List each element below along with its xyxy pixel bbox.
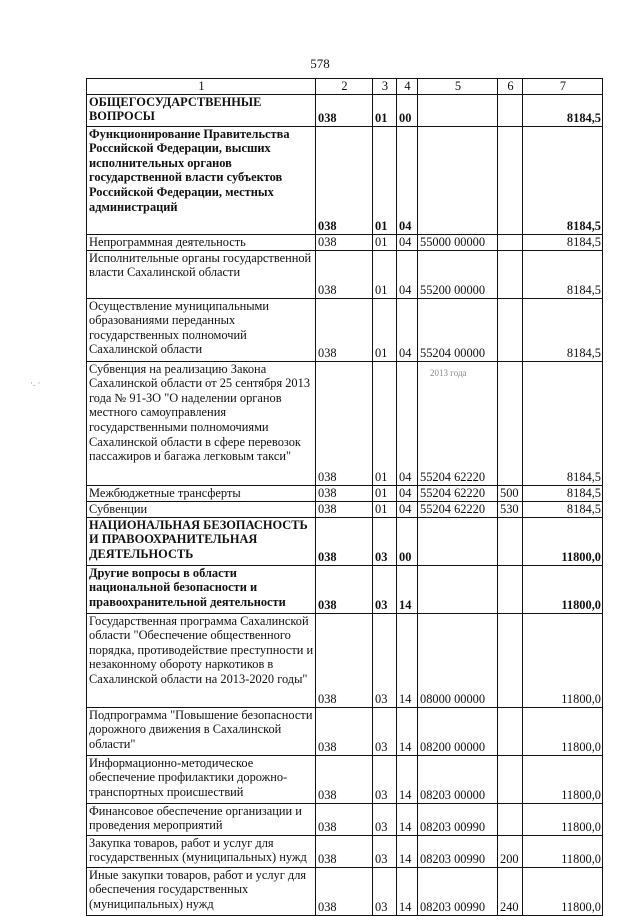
section-code: 01 [373, 234, 397, 250]
column-header: 7 [523, 79, 603, 95]
section-code: 01 [373, 501, 397, 517]
ved-code: 038 [316, 867, 373, 915]
subsection-code: 04 [397, 485, 418, 501]
row-name: Исполнительные органы государственной власти Сахалинской области [87, 250, 316, 298]
expense-type-code [498, 94, 523, 126]
ved-code: 038 [316, 485, 373, 501]
ved-code: 038 [316, 835, 373, 867]
amount: 8184,5 [523, 501, 603, 517]
subsection-code: 04 [397, 234, 418, 250]
table-row [87, 755, 603, 803]
subsection-code: 14 [397, 835, 418, 867]
row-name: Непрограммная деятельность [87, 234, 316, 250]
ved-code: 038 [316, 517, 373, 565]
page-number: 578 [310, 56, 330, 71]
column-header: 2 [316, 79, 373, 95]
section-code: 01 [373, 94, 397, 126]
table-row [87, 361, 603, 485]
amount: 11800,0 [523, 835, 603, 867]
ved-code: 038 [316, 250, 373, 298]
expense-type-code: 240 [498, 867, 523, 915]
target-article-code: 55204 62220 [418, 501, 498, 517]
target-article-code: 08203 00000 [418, 755, 498, 803]
target-article-code: 55204 62220 [418, 485, 498, 501]
expense-type-code [498, 250, 523, 298]
amount: 11800,0 [523, 565, 603, 613]
amount: 11800,0 [523, 755, 603, 803]
ved-code: 038 [316, 298, 373, 361]
subsection-code: 14 [397, 755, 418, 803]
section-code: 01 [373, 298, 397, 361]
table-row [87, 835, 603, 867]
row-name: ОБЩЕГОСУДАРСТВЕННЫЕ ВОПРОСЫ [87, 94, 316, 126]
expense-type-code [498, 707, 523, 755]
column-header: 4 [397, 79, 418, 95]
column-header: 3 [373, 79, 397, 95]
section-code: 01 [373, 250, 397, 298]
table-row [87, 565, 603, 613]
expense-type-code [498, 803, 523, 835]
ved-code: 038 [316, 234, 373, 250]
subsection-code: 04 [397, 250, 418, 298]
target-article-code: 08203 00990 [418, 835, 498, 867]
expense-type-code: 200 [498, 835, 523, 867]
row-name: Финансовое обеспечение организации и проведения мероприятий [87, 803, 316, 835]
amount: 11800,0 [523, 707, 603, 755]
target-article-code [418, 94, 498, 126]
amount: 8184,5 [523, 250, 603, 298]
section-code: 03 [373, 803, 397, 835]
bleed-through-text: 2013 года [430, 368, 467, 378]
section-code: 03 [373, 707, 397, 755]
amount: 11800,0 [523, 517, 603, 565]
expense-type-code: 530 [498, 501, 523, 517]
expense-type-code [498, 361, 523, 485]
subsection-code: 14 [397, 565, 418, 613]
target-article-code [418, 517, 498, 565]
expense-type-code [498, 565, 523, 613]
section-code: 01 [373, 361, 397, 485]
ved-code: 038 [316, 361, 373, 485]
section-code: 01 [373, 126, 397, 234]
section-code: 03 [373, 835, 397, 867]
table-row [87, 501, 603, 517]
subsection-code: 04 [397, 501, 418, 517]
table-row [87, 803, 603, 835]
subsection-code: 14 [397, 613, 418, 707]
section-code: 01 [373, 485, 397, 501]
section-code: 03 [373, 565, 397, 613]
subsection-code: 14 [397, 867, 418, 915]
section-code: 03 [373, 613, 397, 707]
subsection-code: 14 [397, 803, 418, 835]
table-row [87, 234, 603, 250]
amount: 8184,5 [523, 234, 603, 250]
amount: 8184,5 [523, 298, 603, 361]
row-name: Межбюджетные трансферты [87, 485, 316, 501]
target-article-code [418, 565, 498, 613]
section-code: 03 [373, 867, 397, 915]
row-name: Функционирование Правительства Российской Федерации, высших исполнительных органов государственной власти субъектов Российской Федерации, местных администраций [87, 126, 316, 234]
ved-code: 038 [316, 501, 373, 517]
row-name: Субвенции [87, 501, 316, 517]
expense-type-code [498, 298, 523, 361]
target-article-code: 08203 00990 [418, 803, 498, 835]
subsection-code: 00 [397, 517, 418, 565]
row-name: Осуществление муниципальными образованиями переданных государственных полномочий Сахалинской области [87, 298, 316, 361]
target-article-code: 08200 00000 [418, 707, 498, 755]
table-row [87, 126, 603, 234]
amount: 8184,5 [523, 126, 603, 234]
row-name: Другие вопросы в области национальной безопасности и правоохранительной деятельности [87, 565, 316, 613]
target-article-code: 55204 00000 [418, 298, 498, 361]
table-row [87, 298, 603, 361]
ved-code: 038 [316, 613, 373, 707]
target-article-code: 08203 00990 [418, 867, 498, 915]
column-header: 1 [87, 79, 316, 95]
expense-type-code: 500 [498, 485, 523, 501]
row-name: Закупка товаров, работ и услуг для государственных (муниципальных) нужд [87, 835, 316, 867]
row-name: Субвенция на реализацию Закона Сахалинской области от 25 сентября 2013 года № 91-ЗО "О наделении органов местного самоуправления государственными полномочиями Сахалинской области в сфере перевозок пассажиров и багажа легковым такси" [87, 361, 316, 485]
row-name: Государственная программа Сахалинской области "Обеспечение общественного порядка, противодействие преступности и незаконному обороту наркотиков в Сахалинской области на 2013-2020 годы" [87, 613, 316, 707]
row-name: Иные закупки товаров, работ и услуг для обеспечения государственных (муниципальных) нужд [87, 867, 316, 915]
table-row [87, 707, 603, 755]
expense-type-code [498, 126, 523, 234]
amount: 11800,0 [523, 803, 603, 835]
amount: 8184,5 [523, 94, 603, 126]
section-code: 03 [373, 755, 397, 803]
expense-type-code [498, 613, 523, 707]
ved-code: 038 [316, 707, 373, 755]
ved-code: 038 [316, 565, 373, 613]
amount: 11800,0 [523, 867, 603, 915]
subsection-code: 14 [397, 707, 418, 755]
target-article-code: 55204 62220 [418, 361, 498, 485]
amount: 11800,0 [523, 613, 603, 707]
column-header: 5 [418, 79, 498, 95]
expense-type-code [498, 517, 523, 565]
table-row [87, 94, 603, 126]
target-article-code: 08000 00000 [418, 613, 498, 707]
table-header-row [87, 79, 603, 95]
row-name: Информационно-методическое обеспечение профилактики дорожно-транспортных происшествий [87, 755, 316, 803]
amount: 8184,5 [523, 361, 603, 485]
subsection-code: 04 [397, 298, 418, 361]
row-name: Подпрограмма "Повышение безопасности дорожного движения в Сахалинской области" [87, 707, 316, 755]
expense-type-code [498, 234, 523, 250]
scan-noise-mark: ·. · [30, 378, 41, 388]
column-header: 6 [498, 79, 523, 95]
table-row [87, 250, 603, 298]
table-row [87, 867, 603, 915]
ved-code: 038 [316, 126, 373, 234]
target-article-code [418, 126, 498, 234]
ved-code: 038 [316, 94, 373, 126]
table-row [87, 613, 603, 707]
target-article-code: 55200 00000 [418, 250, 498, 298]
ved-code: 038 [316, 755, 373, 803]
amount: 8184,5 [523, 485, 603, 501]
expense-type-code [498, 755, 523, 803]
ved-code: 038 [316, 803, 373, 835]
budget-table [86, 78, 603, 916]
subsection-code: 00 [397, 94, 418, 126]
section-code: 03 [373, 517, 397, 565]
target-article-code: 55000 00000 [418, 234, 498, 250]
row-name: НАЦИОНАЛЬНАЯ БЕЗОПАСНОСТЬ И ПРАВООХРАНИТЕЛЬНАЯ ДЕЯТЕЛЬНОСТЬ [87, 517, 316, 565]
table-row [87, 485, 603, 501]
subsection-code: 04 [397, 361, 418, 485]
subsection-code: 04 [397, 126, 418, 234]
table-row [87, 517, 603, 565]
